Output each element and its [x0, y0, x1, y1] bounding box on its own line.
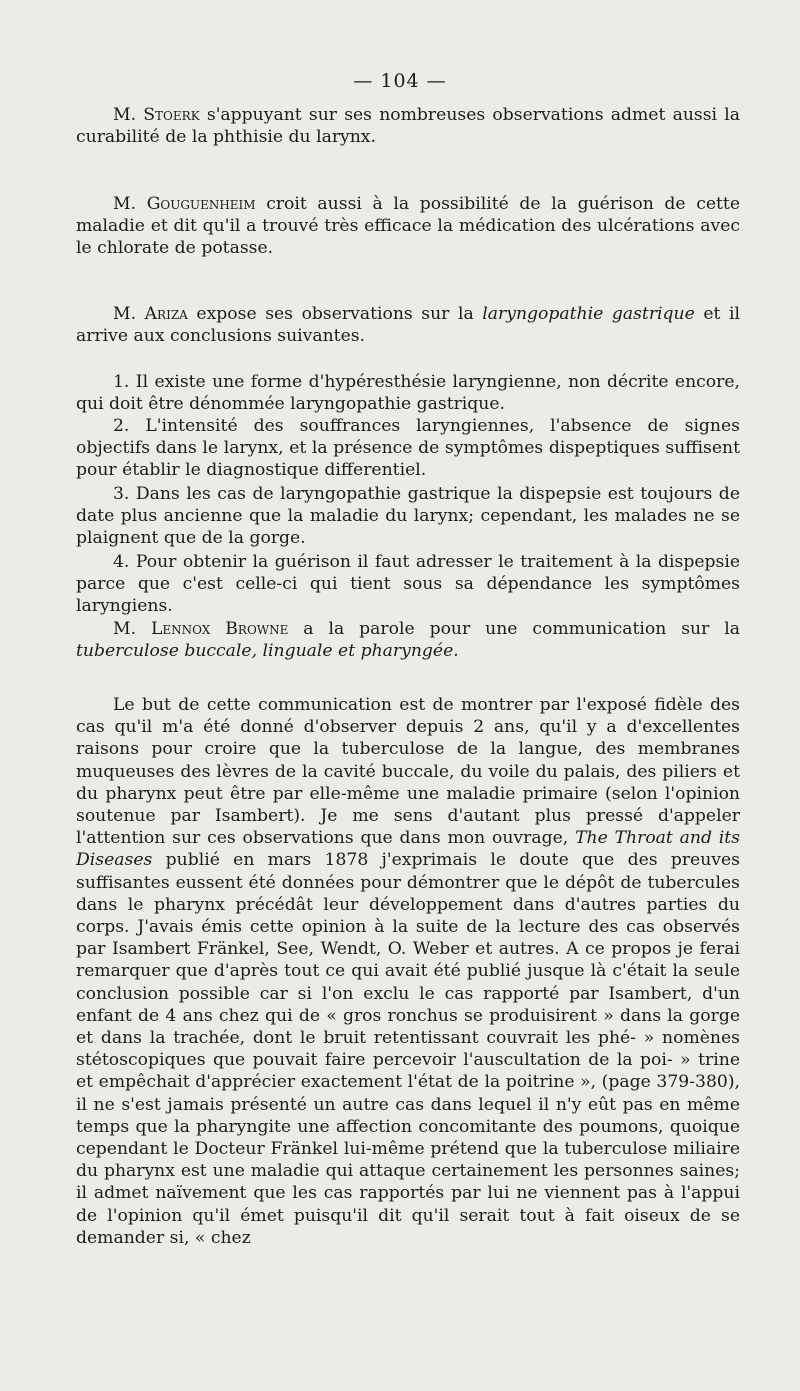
- book-title: The Throat and its Diseases: [76, 828, 741, 871]
- body-paragraph: [76, 694, 740, 1249]
- author-name-ariza: Ariza: [144, 304, 188, 324]
- author-name-stoerk: Stoerk: [143, 105, 200, 125]
- prefix: M.: [113, 304, 145, 324]
- paragraph-stoerk: [76, 104, 740, 148]
- author-name-gouguenheim: Gouguenheim: [146, 194, 256, 214]
- paragraph-gouguenheim: [76, 193, 740, 260]
- prefix: M.: [113, 194, 147, 214]
- author-name-lennox-browne: Lennox Browne: [151, 619, 289, 639]
- italic-title: tuberculose buccale, linguale et pharyngée.: [76, 641, 459, 662]
- paragraph-ariza: [76, 303, 740, 347]
- conclusion-4: 4. Pour obtenir la guérison il faut adresser le traitement à la dispepsie parce que c'est celle-ci qui tient sous sa dépendance les symptômes laryngiens.: [76, 552, 740, 617]
- prefix: M.: [113, 619, 151, 639]
- prefix: M.: [113, 105, 144, 125]
- body-text-part2: publié en mars 1878 j'exprimais le doute que des preuves suffisantes eussent été données pour démontrer que le dépôt de tubercules dans le pharynx précédât leur développement dans d'autres parties du corps. J'avais émis cette opinion à la suite de la lecture des cas observés par Isambert Fränkel, See, Wendt, O. Weber et autres. A ce propos je ferai remarquer que d'après tout ce qui avait été publié jusque là c'était la seule conclusion possible car si l'on exclu le cas rapporté par Isambert, d'un enfant de 4 ans chez qui de « gros ronchus se produisirent » dans la gorge et dans la trachée, dont le bruit retentissant couvrait les phé- » nomènes stétoscopiques que pouvait faire percevoir l'auscultation de la poi- » trine et empêchait d'apprécier exactement l'état de la poitrine », (page 379-380), il ne s'est jamais présenté un autre cas dans lequel il n'y eût pas en même temps que la pharyngite une affection concomitante des poumons, quoique cependant le Docteur Fränkel lui-même prétend que la tuberculose miliaire du pharynx est une maladie qui attaque certainement les personnes saines; il admet naïvement que les cas rapportés par lui ne viennent pas à l'appui de l'opinion qu'il émet puisqu'il dit qu'il serait tout à fait oiseux de se demander si, « chez: [76, 850, 740, 1248]
- paragraph-text: expose ses observations sur la: [187, 304, 483, 324]
- paragraph-text: et il arrive aux conclusions suivantes.: [76, 304, 741, 347]
- paragraph-lennox-browne: [76, 618, 740, 662]
- paragraph-text: a la parole pour une communication sur la: [288, 619, 740, 639]
- conclusion-2: 2. L'intensité des souffrances laryngiennes, l'absence de signes objectifs dans le larynx, et la présence de symptômes dispeptiques suffisent pour établir le diagnostique differentiel.: [76, 416, 740, 481]
- italic-term: laryngopathie gastrique: [482, 304, 695, 324]
- paragraph-text: croit aussi à la possibilité de la guérison de cette maladie et dit qu'il a trouvé très efficace la médication des ulcérations avec le chlorate de potasse.: [76, 194, 740, 259]
- conclusion-3: 3. Dans les cas de laryngopathie gastrique la dispepsie est toujours de date plus ancienne que la maladie du larynx; cependant, les malades ne se plaignent que de la gorge.: [76, 484, 740, 549]
- paragraph-text: s'appuyant sur ses nombreuses observations admet aussi la curabilité de la phthisie du larynx.: [76, 105, 740, 148]
- page-number: — 104 —: [353, 70, 447, 92]
- body-text-part1: Le but de cette communication est de montrer par l'exposé fidèle des cas qu'il m'a été donné d'observer depuis 2 ans, qu'il y a d'excellentes raisons pour croire que la tuberculose de la langue, des membranes muqueuses des lèvres de la cavité buccale, du voile du palais, des piliers et du pharynx peut être par elle-même une maladie primaire (selon l'opinion soutenue par Isambert). Je me sens d'autant plus pressé d'appeler l'attention sur ces observations que dans mon ouvrage,: [76, 695, 740, 849]
- conclusion-1: 1. Il existe une forme d'hypéresthésie laryngienne, non décrite encore, qui doit être dénommée laryngopathie gastrique.: [76, 372, 740, 415]
